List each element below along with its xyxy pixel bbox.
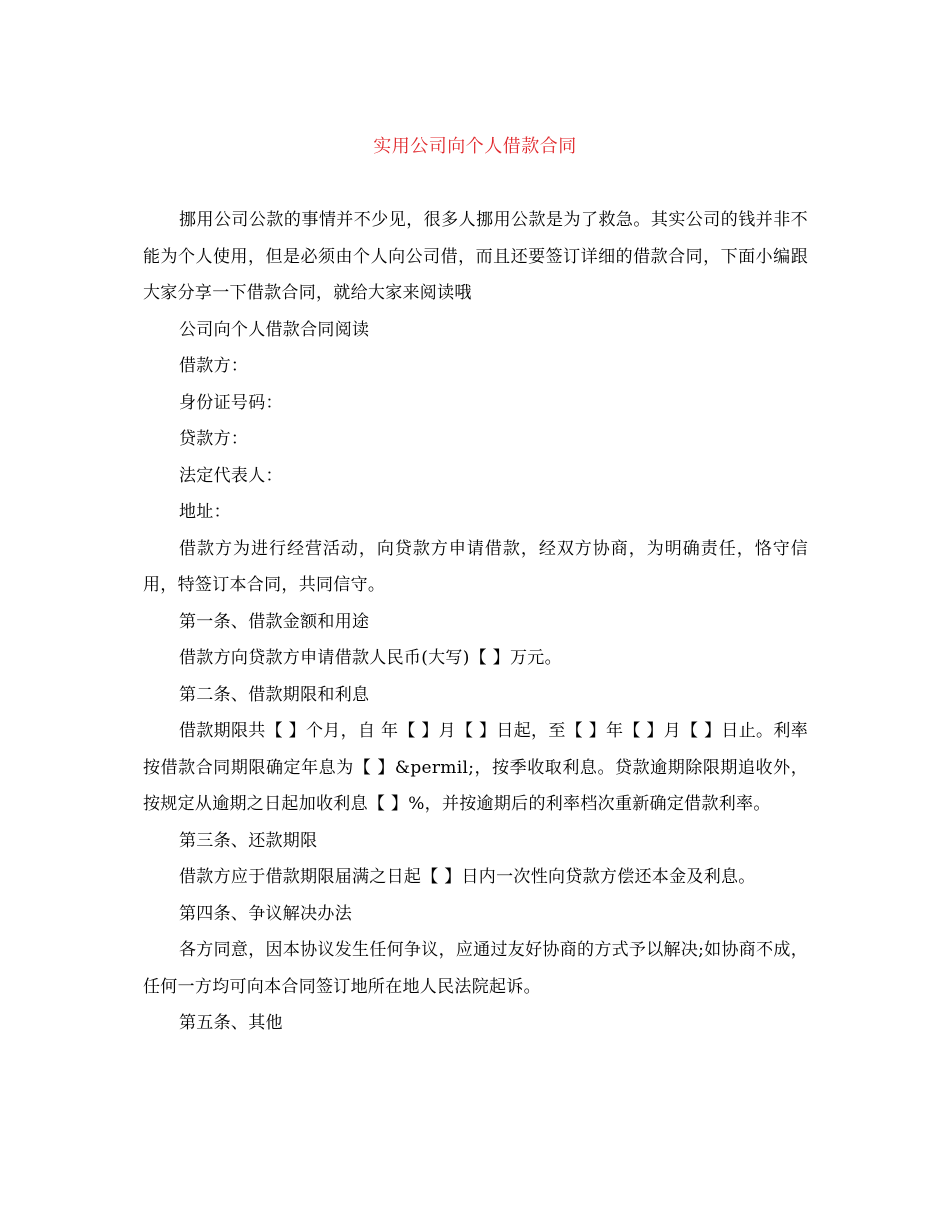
address-field: 地址： xyxy=(179,502,231,522)
article-2-text: 借款期限共【 】个月，自 年【 】月【 】日起，至【 】年【 】月【 】日止。利率按借款合同期限确定年息为【 】&permil;，按季收取利息。贷款逾期除限期追收外，按规定从逾期之日起加收利息【 】%，并按逾期后的利率档次重新确定借款利率。 xyxy=(143,721,808,814)
id-number-field: 身份证号码： xyxy=(179,392,283,413)
legal-representative-field: 法定代表人： xyxy=(179,465,283,486)
article-4-heading: 第四条、争议解决办法 xyxy=(179,903,352,924)
article-2-heading: 第二条、借款期限和利息 xyxy=(179,684,370,705)
article-1-text: 借款方向贷款方申请借款人民币(大写)【 】万元。 xyxy=(179,648,562,668)
article-5-heading: 第五条、其他 xyxy=(179,1013,283,1033)
lender-field: 贷款方： xyxy=(179,429,249,449)
borrower-field: 借款方： xyxy=(179,356,249,376)
contract-heading: 公司向个人借款合同阅读 xyxy=(179,319,370,340)
article-4-text: 各方同意，因本协议发生任何争议，应通过友好协商的方式予以解决;如协商不成，任何一方均可向本合同签订地所在地人民法院起诉。 xyxy=(143,940,808,997)
article-3-text: 借款方应于借款期限届满之日起【 】日内一次性向贷款方偿还本金及利息。 xyxy=(179,867,756,887)
preamble-paragraph: 借款方为进行经营活动，向贷款方申请借款，经双方协商，为明确责任，恪守信用，特签订本合同，共同信守。 xyxy=(143,538,808,595)
document-title: 实用公司向个人借款合同 xyxy=(373,136,577,157)
document-body xyxy=(143,202,808,1042)
article-1-heading: 第一条、借款金额和用途 xyxy=(179,611,370,632)
article-3-heading: 第三条、还款期限 xyxy=(179,830,318,851)
intro-paragraph: 挪用公司公款的事情并不少见，很多人挪用公款是为了救急。其实公司的钱并非不能为个人使用，但是必须由个人向公司借，而且还要签订详细的借款合同，下面小编跟大家分享一下借款合同，就给大家来阅读哦 xyxy=(143,210,808,303)
